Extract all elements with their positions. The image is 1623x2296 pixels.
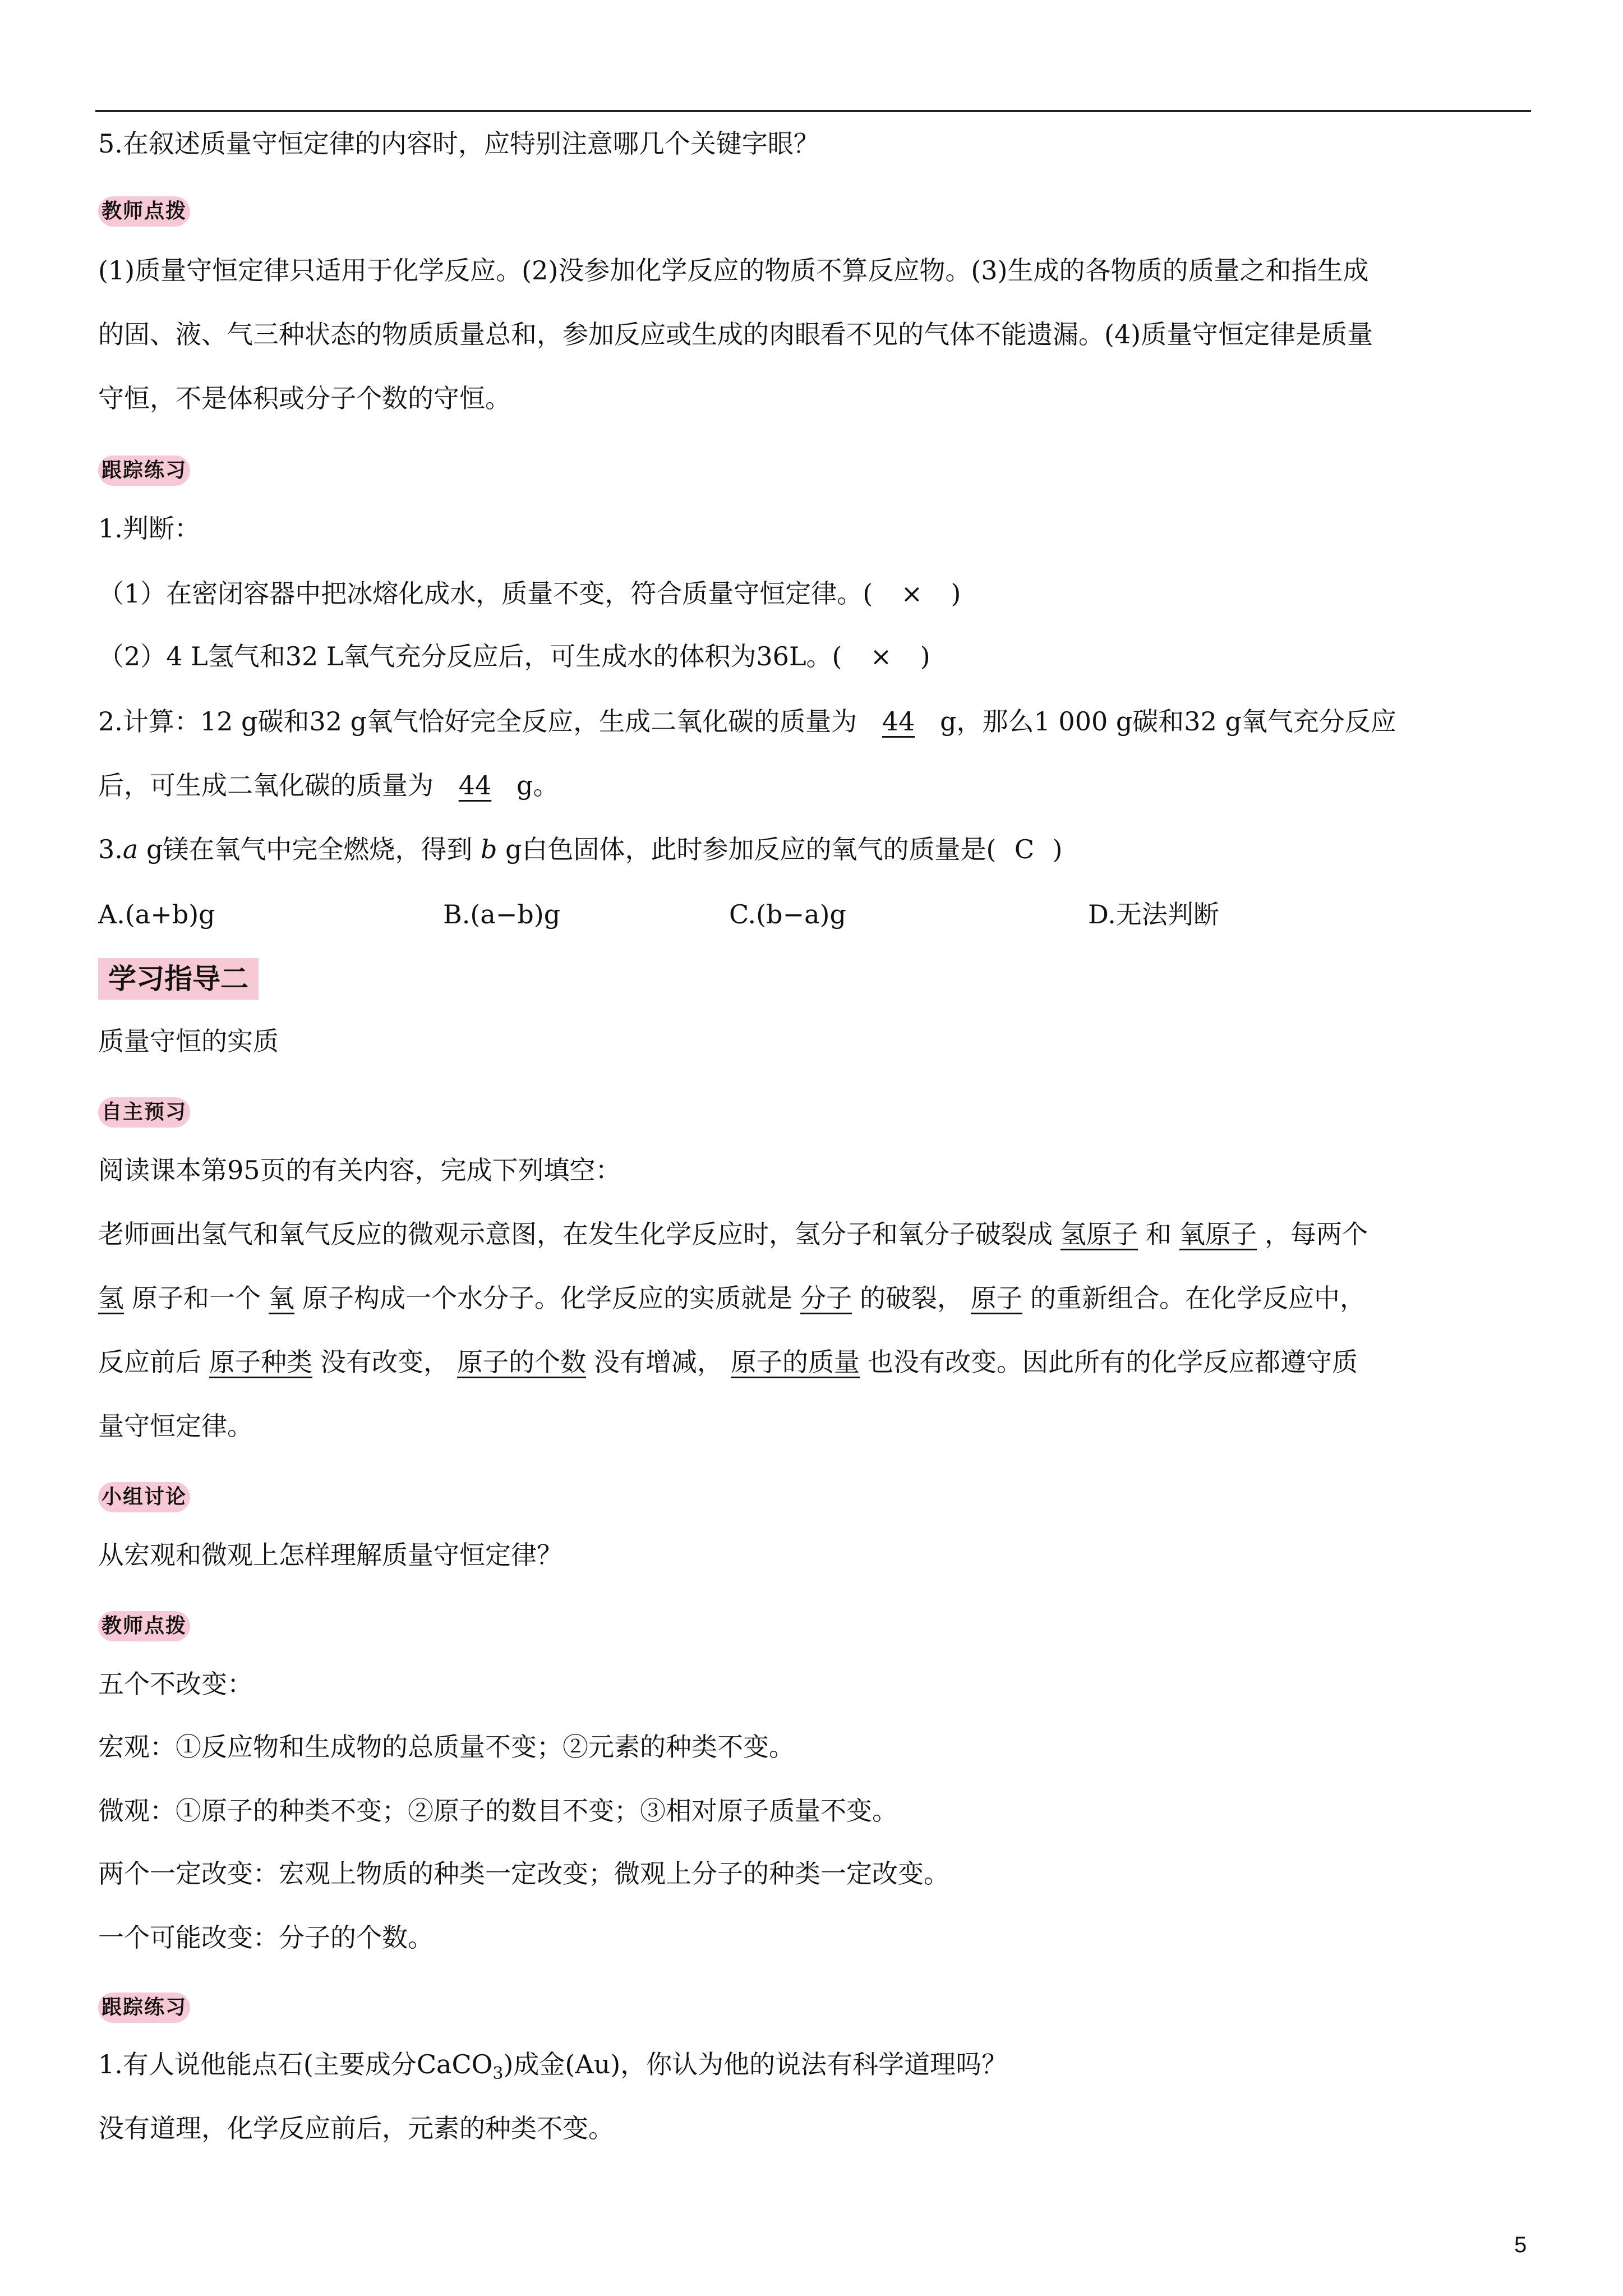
q2-text-1: 2.计算：12 g碳和32 g氧气恰好完全反应，生成二氧化碳的质量为 [98, 706, 857, 737]
blank-molecule: 分子 [800, 1283, 852, 1313]
blank-o: 氧 [269, 1283, 294, 1313]
q1b-answer: × [870, 641, 892, 671]
q1b-close: ) [920, 641, 930, 671]
practice-q1b [98, 639, 930, 673]
blank-atom-kind: 原子种类 [209, 1347, 312, 1377]
discussion-question: 从宏观和微观上怎样理解质量守恒定律？ [98, 1540, 562, 1570]
preview-para-line1 [98, 1217, 1368, 1251]
one-possible-change: 一个可能改变：分子的个数。 [98, 1922, 434, 1953]
p2-text-c: 的破裂， [860, 1283, 963, 1313]
option-a: A.(a+b)g [98, 899, 215, 930]
section-subtitle: 质量守恒的实质 [98, 1026, 279, 1056]
q3-var-b: b [481, 834, 497, 864]
p2-text-b: 原子构成一个水分子。化学反应的实质就是 [302, 1283, 792, 1313]
practice-q2-line1 [98, 705, 1396, 738]
q2-text-2: g，那么1 000 g碳和32 g氧气充分反应 [940, 706, 1396, 737]
tips-line-3: 守恒，不是体积或分子个数的守恒。 [98, 383, 511, 413]
blank-h: 氢 [98, 1283, 124, 1313]
final-q-text-a: 1.有人说他能点石(主要成分CaCO [98, 2049, 493, 2079]
blank-atom-number: 原子的个数 [457, 1347, 586, 1377]
q1b-text: （2）4 L氢气和32 L氧气充分反应后，可生成水的体积为36L。( [98, 641, 842, 671]
preview-para-line4: 量守恒定律。 [98, 1411, 253, 1441]
option-b: B.(a−b)g [443, 899, 561, 930]
section-title: 学习指导二 [98, 958, 259, 1000]
p1-text-b: 和 [1146, 1219, 1172, 1249]
preview-para-line3 [98, 1345, 1358, 1379]
practice-q1a [98, 577, 961, 610]
blank-atom: 原子 [971, 1283, 1022, 1313]
micro-line: 微观：①原子的种类不变；②原子的数目不变；③相对原子质量不变。 [98, 1796, 898, 1826]
q3-answer: C [1014, 834, 1035, 864]
q2-blank-2: 44 [458, 770, 492, 800]
preview-para-line2 [98, 1281, 1366, 1315]
p3-text-c: 没有增减， [594, 1347, 723, 1377]
p3-text-a: 反应前后 [98, 1347, 201, 1377]
final-question [98, 2047, 1007, 2091]
final-q-subscript: 3 [492, 2064, 504, 2084]
q1a-close: ) [951, 578, 961, 609]
option-c: C.(b−a)g [729, 899, 846, 930]
q3-close: ) [1052, 834, 1063, 864]
q3-text-1: 3. [98, 834, 123, 864]
page-number: 5 [1514, 2233, 1527, 2257]
tips-line-1: (1)质量守恒定律只适用于化学反应。(2)没参加化学反应的物质不算反应物。(3)生成的各物质的质量之和指生成 [98, 255, 1369, 286]
final-q-text-b: )成金(Au)，你认为他的说法有科学道理吗？ [503, 2049, 1008, 2079]
p1-text-a: 老师画出氢气和氧气反应的微观示意图，在发生化学反应时，氢分子和氧分子破裂成 [98, 1219, 1053, 1249]
p3-text-b: 没有改变， [320, 1347, 449, 1377]
q2-text-4: g。 [517, 770, 559, 800]
tips-line-2: 的固、液、气三种状态的物质质量总和，参加反应或生成的肉眼看不见的气体不能遗漏。(4)质量守恒定律是质量 [98, 319, 1373, 349]
tag-discussion: 小组讨论 [98, 1482, 190, 1512]
q3-var-a: a [122, 834, 139, 864]
final-answer: 没有道理，化学反应前后，元素的种类不变。 [98, 2113, 614, 2143]
q2-text-3: 后，可生成二氧化碳的质量为 [98, 770, 434, 800]
q1a-text: （1）在密闭容器中把冰熔化成水，质量不变，符合质量守恒定律。( [98, 578, 873, 609]
preview-instruction: 阅读课本第95页的有关内容，完成下列填空： [98, 1155, 621, 1185]
option-d: D.无法判断 [1088, 899, 1219, 930]
q2-blank-1: 44 [882, 706, 915, 737]
p2-text-a: 原子和一个 [132, 1283, 261, 1313]
blank-atom-mass: 原子的质量 [731, 1347, 860, 1377]
tag-teacher-tips-2: 教师点拨 [98, 1611, 190, 1641]
blank-h-atom: 氢原子 [1061, 1219, 1138, 1249]
blank-o-atom: 氧原子 [1179, 1219, 1257, 1249]
header-rule [95, 110, 1531, 112]
tag-teacher-tips: 教师点拨 [98, 196, 190, 227]
question-5: 5.在叙述质量守恒定律的内容时，应特别注意哪几个关键字眼？ [98, 128, 819, 159]
p1-text-c: ，每两个 [1265, 1219, 1368, 1249]
p3-text-d: 也没有改变。因此所有的化学反应都遵守质 [868, 1347, 1358, 1377]
five-unchanged: 五个不改变： [98, 1669, 253, 1699]
q3-text-2: g镁在氧气中完全燃烧，得到 [138, 834, 481, 864]
tag-practice: 跟踪练习 [98, 455, 190, 486]
tag-preview: 自主预习 [98, 1097, 190, 1128]
tag-practice-2: 跟踪练习 [98, 1993, 190, 2023]
q1a-answer: × [901, 578, 923, 609]
practice-q1: 1.判断： [98, 513, 200, 544]
macro-line: 宏观：①反应物和生成物的总质量不变；②元素的种类不变。 [98, 1732, 795, 1762]
p2-text-d: 的重新组合。在化学反应中， [1030, 1283, 1366, 1313]
q3-text-3: g白色固体，此时参加反应的氧气的质量是( [497, 834, 997, 864]
practice-q2-line2 [98, 769, 559, 802]
two-changes: 两个一定改变：宏观上物质的种类一定改变；微观上分子的种类一定改变。 [98, 1858, 949, 1889]
practice-q3 [98, 832, 1062, 866]
